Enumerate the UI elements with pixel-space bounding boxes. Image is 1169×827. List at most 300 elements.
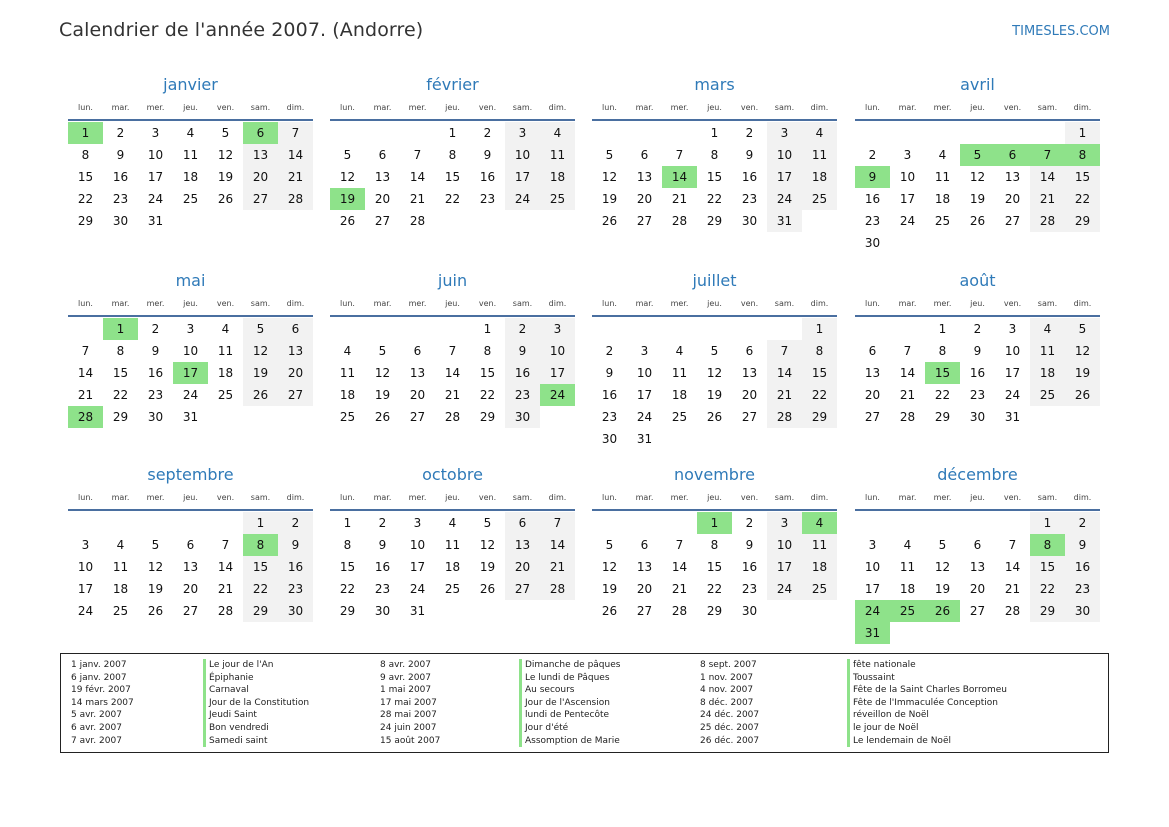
empty-cell (767, 600, 802, 622)
day-cell: 3 (186, 322, 195, 336)
week-row (68, 556, 313, 578)
weekday-label: jeu. (707, 493, 722, 502)
month-9 (330, 463, 575, 622)
weekday-label: dim. (286, 493, 305, 502)
week-row (855, 210, 1100, 232)
weekday-header (68, 293, 313, 315)
weekday-label: ven. (1003, 493, 1022, 502)
weekday-label: dim. (286, 299, 305, 308)
empty-cell (505, 600, 540, 622)
week-row (330, 340, 575, 362)
month-name: décembre (937, 465, 1018, 484)
legend-holiday-name: Jour d'été (519, 722, 620, 735)
weekday-header (330, 487, 575, 509)
day-cell: 3 (767, 122, 802, 144)
month-name: juillet (692, 271, 737, 290)
day-cell: 6 (278, 318, 313, 340)
day-cell: 19 (147, 582, 164, 596)
week-row (330, 406, 575, 428)
month-name: mai (175, 271, 206, 290)
day-cell: 27 (864, 410, 881, 424)
empty-cell (365, 318, 400, 340)
empty-cell (890, 622, 925, 644)
day-cell: 1 (1065, 122, 1100, 144)
header-rule (592, 509, 837, 511)
day-cell: 23 (741, 582, 758, 596)
legend-holiday-name: Dimanche de pâques (519, 659, 620, 672)
day-cell: 28 (217, 604, 234, 618)
day-cell: 30 (601, 432, 618, 446)
weekday-label: sam. (774, 103, 795, 112)
day-cell: 24 (182, 388, 199, 402)
day-cell: 12 (601, 560, 618, 574)
legend-date: 8 déc. 2007 (700, 697, 754, 708)
empty-cell (855, 122, 890, 144)
day-cell: 22 (444, 192, 461, 206)
weekday-label: mer. (670, 103, 689, 112)
weekday-label: mar. (635, 299, 654, 308)
day-cell: 8 (1065, 144, 1100, 166)
day-cell: 13 (374, 170, 391, 184)
day-cell: 21 (671, 192, 688, 206)
empty-cell (662, 122, 697, 144)
day-cell: 20 (636, 582, 653, 596)
day-cell: 21 (1030, 188, 1065, 210)
day-cell: 9 (745, 538, 754, 552)
day-cell: 3 (540, 318, 575, 340)
day-cell: 18 (217, 366, 234, 380)
empty-cell (662, 428, 697, 450)
day-cell: 31 (767, 210, 802, 232)
day-cell: 24 (505, 188, 540, 210)
day-cell: 7 (413, 148, 422, 162)
weekday-label: sam. (1037, 299, 1058, 308)
day-cell: 7 (675, 538, 684, 552)
day-cell: 29 (706, 604, 723, 618)
day-cell: 18 (1030, 362, 1065, 384)
weekday-label: dim. (810, 493, 829, 502)
month-4 (68, 269, 313, 428)
day-cell: 2 (745, 516, 754, 530)
day-cell: 11 (802, 534, 837, 556)
day-cell: 18 (540, 166, 575, 188)
weekday-label: sam. (512, 103, 533, 112)
week-row (330, 578, 575, 600)
weekday-label: ven. (740, 299, 759, 308)
day-cell: 28 (767, 406, 802, 428)
empty-cell (243, 406, 278, 428)
day-cell: 29 (479, 410, 496, 424)
day-cell: 29 (934, 410, 951, 424)
legend-date: 1 janv. 2007 (71, 660, 127, 670)
day-cell: 17 (767, 556, 802, 578)
day-cell: 26 (601, 604, 618, 618)
legend-date-column (71, 659, 134, 747)
day-cell: 20 (505, 556, 540, 578)
day-cell: 1 (343, 516, 352, 530)
day-cell: 19 (601, 582, 618, 596)
day-cell: 5 (378, 344, 387, 358)
week-row (592, 578, 837, 600)
weekday-label: ven. (216, 493, 235, 502)
day-cell: 17 (540, 362, 575, 384)
day-cell: 3 (413, 516, 422, 530)
week-row (592, 384, 837, 406)
day-cell: 1 (938, 322, 947, 336)
empty-cell (890, 232, 925, 254)
day-cell: 21 (444, 388, 461, 402)
day-cell: 6 (505, 512, 540, 534)
day-cell: 19 (330, 188, 365, 210)
weekday-label: mer. (670, 299, 689, 308)
empty-cell (960, 122, 995, 144)
weekday-label: lun. (78, 299, 93, 308)
legend-holiday-name: Le lundi de Pâques (519, 672, 620, 685)
day-cell: 26 (217, 192, 234, 206)
day-cell: 12 (969, 170, 986, 184)
day-cell: 9 (605, 366, 614, 380)
day-cell: 16 (864, 192, 881, 206)
day-cell: 23 (147, 388, 164, 402)
header-rule (855, 509, 1100, 511)
day-cell: 19 (601, 192, 618, 206)
day-cell: 7 (1030, 144, 1065, 166)
day-cell: 1 (802, 318, 837, 340)
day-cell: 14 (767, 362, 802, 384)
month-name: avril (960, 75, 995, 94)
day-cell: 2 (745, 126, 754, 140)
week-row (68, 122, 313, 144)
day-cell: 22 (112, 388, 129, 402)
day-cell: 14 (1004, 560, 1021, 574)
day-cell: 9 (151, 344, 160, 358)
empty-cell (592, 318, 627, 340)
day-cell: 18 (671, 388, 688, 402)
weekday-label: sam. (250, 103, 271, 112)
day-cell: 25 (802, 578, 837, 600)
day-cell: 19 (706, 388, 723, 402)
weekday-label: mar. (111, 299, 130, 308)
day-cell: 29 (802, 406, 837, 428)
week-row (330, 166, 575, 188)
day-cell: 6 (640, 148, 649, 162)
empty-cell (208, 512, 243, 534)
day-cell: 13 (278, 340, 313, 362)
day-cell: 11 (112, 560, 129, 574)
day-cell: 11 (339, 366, 356, 380)
day-cell: 5 (221, 126, 230, 140)
weekday-label: mar. (111, 493, 130, 502)
day-cell: 11 (899, 560, 916, 574)
day-cell: 6 (640, 538, 649, 552)
day-cell: 9 (1065, 534, 1100, 556)
day-cell: 8 (448, 148, 457, 162)
day-cell: 3 (81, 538, 90, 552)
day-cell: 18 (934, 192, 951, 206)
month-name: septembre (147, 465, 234, 484)
day-cell: 9 (505, 340, 540, 362)
day-cell: 12 (601, 170, 618, 184)
day-cell: 26 (339, 214, 356, 228)
empty-cell (540, 210, 575, 232)
weekday-label: jeu. (707, 299, 722, 308)
legend-holiday-name: Assomption de Marie (519, 735, 620, 748)
day-cell: 22 (1030, 578, 1065, 600)
day-cell: 23 (601, 410, 618, 424)
empty-cell (173, 512, 208, 534)
day-cell: 12 (147, 560, 164, 574)
weekday-label: sam. (512, 299, 533, 308)
day-cell: 17 (505, 166, 540, 188)
day-cell: 19 (374, 388, 391, 402)
empty-cell (365, 122, 400, 144)
day-cell: 27 (505, 578, 540, 600)
day-cell: 29 (112, 410, 129, 424)
day-cell: 10 (409, 538, 426, 552)
day-cell: 14 (662, 166, 697, 188)
day-cell: 27 (278, 384, 313, 406)
week-row (855, 384, 1100, 406)
empty-cell (925, 512, 960, 534)
day-cell: 28 (444, 410, 461, 424)
empty-cell (278, 210, 313, 232)
day-cell: 15 (802, 362, 837, 384)
week-row (592, 534, 837, 556)
day-cell: 25 (339, 410, 356, 424)
weekday-label: dim. (810, 299, 829, 308)
day-cell: 30 (969, 410, 986, 424)
month-name: novembre (673, 465, 756, 484)
weekday-label: jeu. (183, 493, 198, 502)
day-cell: 10 (899, 170, 916, 184)
day-cell: 26 (601, 214, 618, 228)
weekday-label: ven. (478, 493, 497, 502)
day-cell: 10 (636, 366, 653, 380)
day-cell: 16 (374, 560, 391, 574)
day-cell: 25 (182, 192, 199, 206)
day-cell: 5 (483, 516, 492, 530)
empty-cell (540, 406, 575, 428)
day-cell: 17 (147, 170, 164, 184)
day-cell: 5 (1065, 318, 1100, 340)
day-cell: 8 (343, 538, 352, 552)
empty-cell (138, 512, 173, 534)
empty-cell (330, 318, 365, 340)
day-cell: 20 (864, 388, 881, 402)
empty-cell (995, 512, 1030, 534)
day-cell: 30 (741, 604, 758, 618)
day-cell: 18 (802, 166, 837, 188)
day-cell: 21 (767, 384, 802, 406)
site-link[interactable]: TIMESLES.COM (1012, 24, 1110, 39)
day-cell: 2 (605, 344, 614, 358)
day-cell: 13 (969, 560, 986, 574)
day-cell: 26 (479, 582, 496, 596)
empty-cell (68, 512, 103, 534)
day-cell: 13 (182, 560, 199, 574)
day-cell: 19 (479, 560, 496, 574)
week-row (855, 144, 1100, 166)
weekday-label: dim. (1073, 299, 1092, 308)
empty-cell (697, 318, 732, 340)
month-6 (592, 269, 837, 450)
legend-name-column (847, 659, 1007, 747)
legend-holiday-name: Carnaval (203, 684, 309, 697)
empty-cell (960, 622, 995, 644)
empty-cell (767, 428, 802, 450)
week-row (68, 340, 313, 362)
weekday-label: sam. (1037, 493, 1058, 502)
day-cell: 23 (1065, 578, 1100, 600)
legend-name-column (203, 659, 309, 747)
day-cell: 8 (938, 344, 947, 358)
empty-cell (400, 318, 435, 340)
day-cell: 25 (890, 600, 925, 622)
day-cell: 15 (479, 366, 496, 380)
legend-date: 26 déc. 2007 (700, 735, 760, 746)
weekday-label: lun. (340, 299, 355, 308)
empty-cell (505, 210, 540, 232)
legend-date: 28 mai 2007 (380, 710, 437, 721)
day-cell: 9 (855, 166, 890, 188)
day-cell: 18 (802, 556, 837, 578)
day-cell: 8 (710, 538, 719, 552)
empty-cell (103, 512, 138, 534)
legend-date: 4 nov. 2007 (700, 685, 754, 696)
weekday-label: mar. (373, 493, 392, 502)
day-cell: 22 (479, 388, 496, 402)
day-cell: 7 (278, 122, 313, 144)
week-row (330, 534, 575, 556)
legend-date: 7 avr. 2007 (71, 735, 122, 746)
day-cell: 28 (1004, 604, 1021, 618)
day-cell: 24 (636, 410, 653, 424)
empty-cell (732, 318, 767, 340)
weekday-label: lun. (78, 103, 93, 112)
day-cell: 24 (855, 600, 890, 622)
weekday-label: mar. (635, 493, 654, 502)
day-cell: 18 (444, 560, 461, 574)
empty-cell (995, 122, 1030, 144)
day-cell: 27 (969, 604, 986, 618)
day-cell: 5 (960, 144, 995, 166)
weekday-header (330, 97, 575, 119)
day-cell: 4 (540, 122, 575, 144)
weekday-label: mar. (373, 299, 392, 308)
day-cell: 18 (182, 170, 199, 184)
weekday-label: lun. (865, 103, 880, 112)
day-cell: 23 (969, 388, 986, 402)
day-cell: 7 (540, 512, 575, 534)
day-cell: 16 (601, 388, 618, 402)
weekday-label: ven. (1003, 103, 1022, 112)
day-cell: 4 (802, 512, 837, 534)
day-cell: 28 (671, 214, 688, 228)
day-cell: 6 (973, 538, 982, 552)
week-row (855, 166, 1100, 188)
legend-holiday-name: Fête de l'Immaculée Conception (847, 697, 1007, 710)
day-cell: 14 (77, 366, 94, 380)
day-cell: 21 (409, 192, 426, 206)
weekday-label: sam. (774, 493, 795, 502)
day-cell: 27 (182, 604, 199, 618)
legend-date: 1 nov. 2007 (700, 672, 754, 683)
day-cell: 17 (899, 192, 916, 206)
header-rule (330, 315, 575, 317)
day-cell: 4 (186, 126, 195, 140)
empty-cell (173, 210, 208, 232)
day-cell: 20 (243, 166, 278, 188)
legend-holiday-name: Épiphanie (203, 672, 309, 685)
day-cell: 2 (278, 512, 313, 534)
day-cell: 9 (116, 148, 125, 162)
holiday-legend (60, 653, 1109, 753)
day-cell: 2 (868, 148, 877, 162)
day-cell: 24 (409, 582, 426, 596)
empty-cell (400, 122, 435, 144)
day-cell: 11 (934, 170, 951, 184)
legend-date: 19 févr. 2007 (71, 685, 131, 696)
day-cell: 1 (243, 512, 278, 534)
legend-holiday-name: Jour de la Constitution (203, 697, 309, 710)
day-cell: 19 (969, 192, 986, 206)
week-row (855, 556, 1100, 578)
weekday-label: lun. (78, 493, 93, 502)
month-1 (330, 73, 575, 232)
empty-cell (662, 512, 697, 534)
day-cell: 17 (767, 166, 802, 188)
day-cell: 24 (147, 192, 164, 206)
weekday-label: ven. (478, 103, 497, 112)
weekday-label: lun. (340, 493, 355, 502)
week-row (592, 406, 837, 428)
day-cell: 21 (540, 556, 575, 578)
day-cell: 9 (483, 148, 492, 162)
day-cell: 30 (1065, 600, 1100, 622)
day-cell: 5 (605, 148, 614, 162)
day-cell: 8 (116, 344, 125, 358)
day-cell: 6 (243, 122, 278, 144)
empty-cell (208, 406, 243, 428)
day-cell: 9 (745, 148, 754, 162)
day-cell: 1 (1030, 512, 1065, 534)
empty-cell (243, 210, 278, 232)
day-cell: 30 (147, 410, 164, 424)
day-cell: 2 (151, 322, 160, 336)
day-cell: 7 (903, 344, 912, 358)
week-row (330, 144, 575, 166)
empty-cell (802, 600, 837, 622)
day-cell: 24 (540, 384, 575, 406)
legend-date: 15 août 2007 (380, 735, 441, 746)
day-cell: 16 (741, 170, 758, 184)
day-cell: 10 (147, 148, 164, 162)
empty-cell (470, 600, 505, 622)
day-cell: 2 (973, 322, 982, 336)
day-cell: 11 (444, 538, 461, 552)
day-cell: 4 (903, 538, 912, 552)
day-cell: 18 (339, 388, 356, 402)
header-rule (68, 119, 313, 121)
week-row (68, 188, 313, 210)
month-3 (855, 73, 1100, 254)
header-rule (330, 509, 575, 511)
week-row (855, 318, 1100, 340)
week-row (68, 384, 313, 406)
weekday-label: sam. (774, 299, 795, 308)
day-cell: 29 (243, 600, 278, 622)
day-cell: 23 (505, 384, 540, 406)
